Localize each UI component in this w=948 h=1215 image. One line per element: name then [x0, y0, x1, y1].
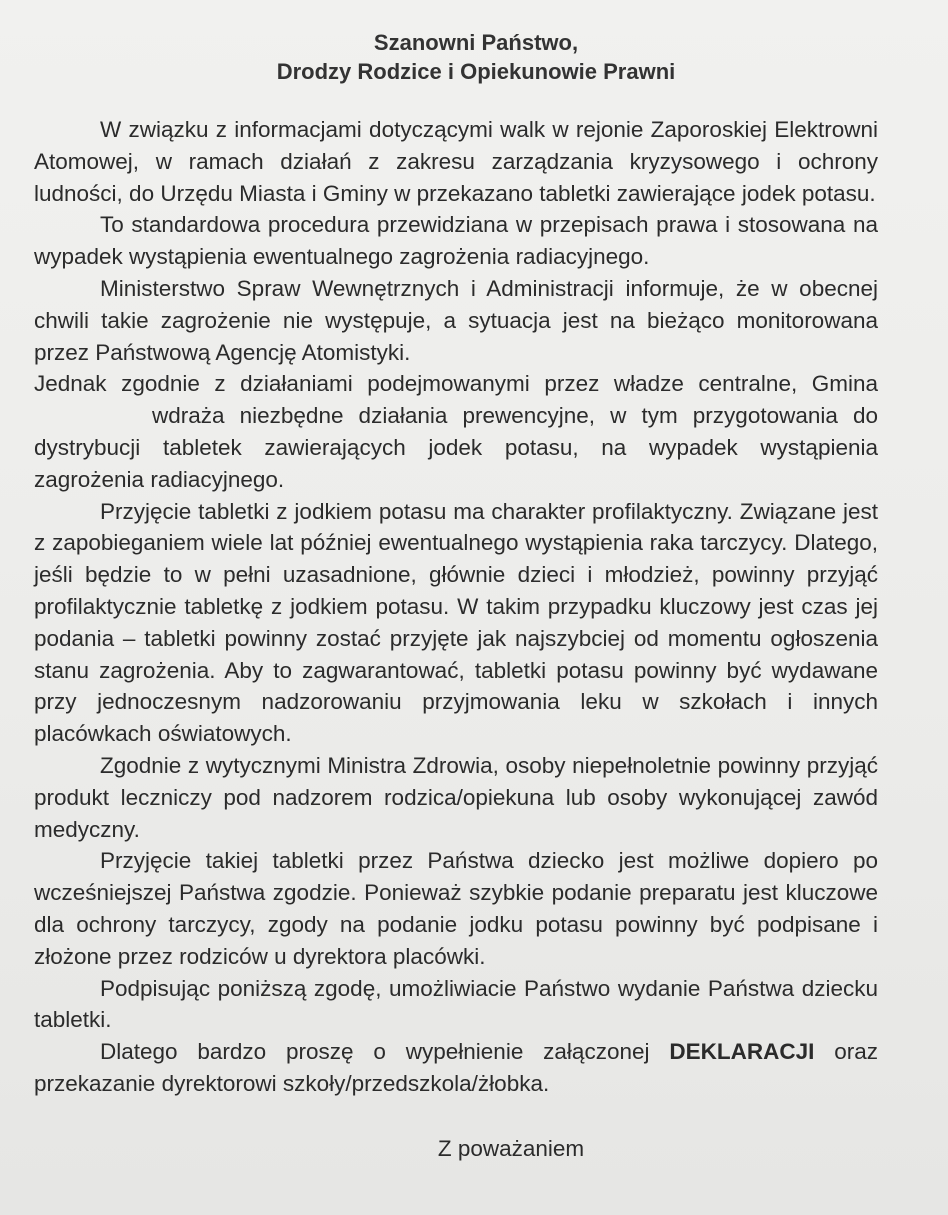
salutation-line-1: Szanowni Państwo, — [373, 30, 579, 55]
letter-heading — [34, 28, 878, 86]
letter-body — [34, 114, 878, 1100]
paragraph-3: Ministerstwo Spraw Wewnętrznych i Administracji informuje, że w obecnej chwili takie zagrożenie nie występuje, a sytuacja jest na bieżąco monitorowana przez Państwową Agencję Atomistyki. — [34, 275, 878, 365]
paragraph-4 — [34, 368, 878, 495]
salutation-line-2: Drodzy Rodzice i Opiekunowie Prawni — [276, 59, 676, 84]
paragraph-7: Przyjęcie takiej tabletki przez Państwa dziecko jest możliwe dopiero po wcześniejszej Państwa zgodzie. Ponieważ szybkie podanie preparatu jest kluczowe dla ochrony tarczycy, zgody na podanie jodku potasu powinny być podpisane i złożone przez rodziców u dyrektora placówki. — [34, 848, 878, 969]
declaration-word: DEKLARACJI — [669, 1039, 815, 1065]
closing-line: Z poważaniem — [437, 1135, 585, 1161]
paragraph-4-end: wdraża niezbędne działania prewencyjne, w tym przygotowania do dystrybucji tabletek zawierających jodek potasu, na wypadek wystąpienia zagrożenia radiacyjnego. — [34, 403, 878, 492]
paragraph-8: Podpisując poniższą zgodę, umożliwiacie Państwo wydanie Państwa dziecku tabletki. — [34, 975, 878, 1033]
paragraph-9-end: oraz przekazanie dyrektorowi szkoły/przedszkola/żłobka. — [34, 1039, 878, 1096]
paragraph-6: Zgodnie z wytycznymi Ministra Zdrowia, osoby niepełnoletnie powinny przyjąć produkt leczniczy pod nadzorem rodzica/opiekuna lub osoby wykonującej zawód medyczny. — [34, 752, 878, 842]
paragraph-2: To standardowa procedura przewidziana w przepisach prawa i stosowana na wypadek wystąpienia ewentualnego zagrożenia radiacyjnego. — [34, 212, 878, 270]
paragraph-5: Przyjęcie tabletki z jodkiem potasu ma charakter profilaktyczny. Związane jest z zapobieganiem wiele lat później ewentualnego wystąpienia raka tarczycy. Dlatego, jeśli będzie to w pełni uzasadnione, głównie dzieci i młodzież, powinny przyjąć profilaktycznie tabletkę z jodkiem potasu. W takim przypadku kluczowy jest czas jej podania – tabletki powinny zostać przyjęte jak najszybciej od momentu ogłoszenia stanu zagrożenia. Aby to zagwarantować, tabletki potasu powinny być wydawane przy jednoczesnym nadzorowaniu przyjmowania leku w szkołach i innych placówkach oświatowych. — [34, 498, 878, 747]
paragraph-9 — [34, 1036, 878, 1100]
paragraph-9-start: Dlatego bardzo proszę o wypełnienie załączonej — [100, 1039, 650, 1065]
paragraph-4-start: Jednak zgodnie z działaniami podejmowanymi przez władze centralne, Gmina — [34, 371, 878, 397]
paragraph-1: W związku z informacjami dotyczącymi walk w rejonie Zaporoskiej Elektrowni Atomowej, w ramach działań z zakresu zarządzania kryzysowego i ochrony ludności, do Urzędu Miasta i Gminy w przekazano tabletki zawierające jodek potasu. — [34, 117, 878, 206]
